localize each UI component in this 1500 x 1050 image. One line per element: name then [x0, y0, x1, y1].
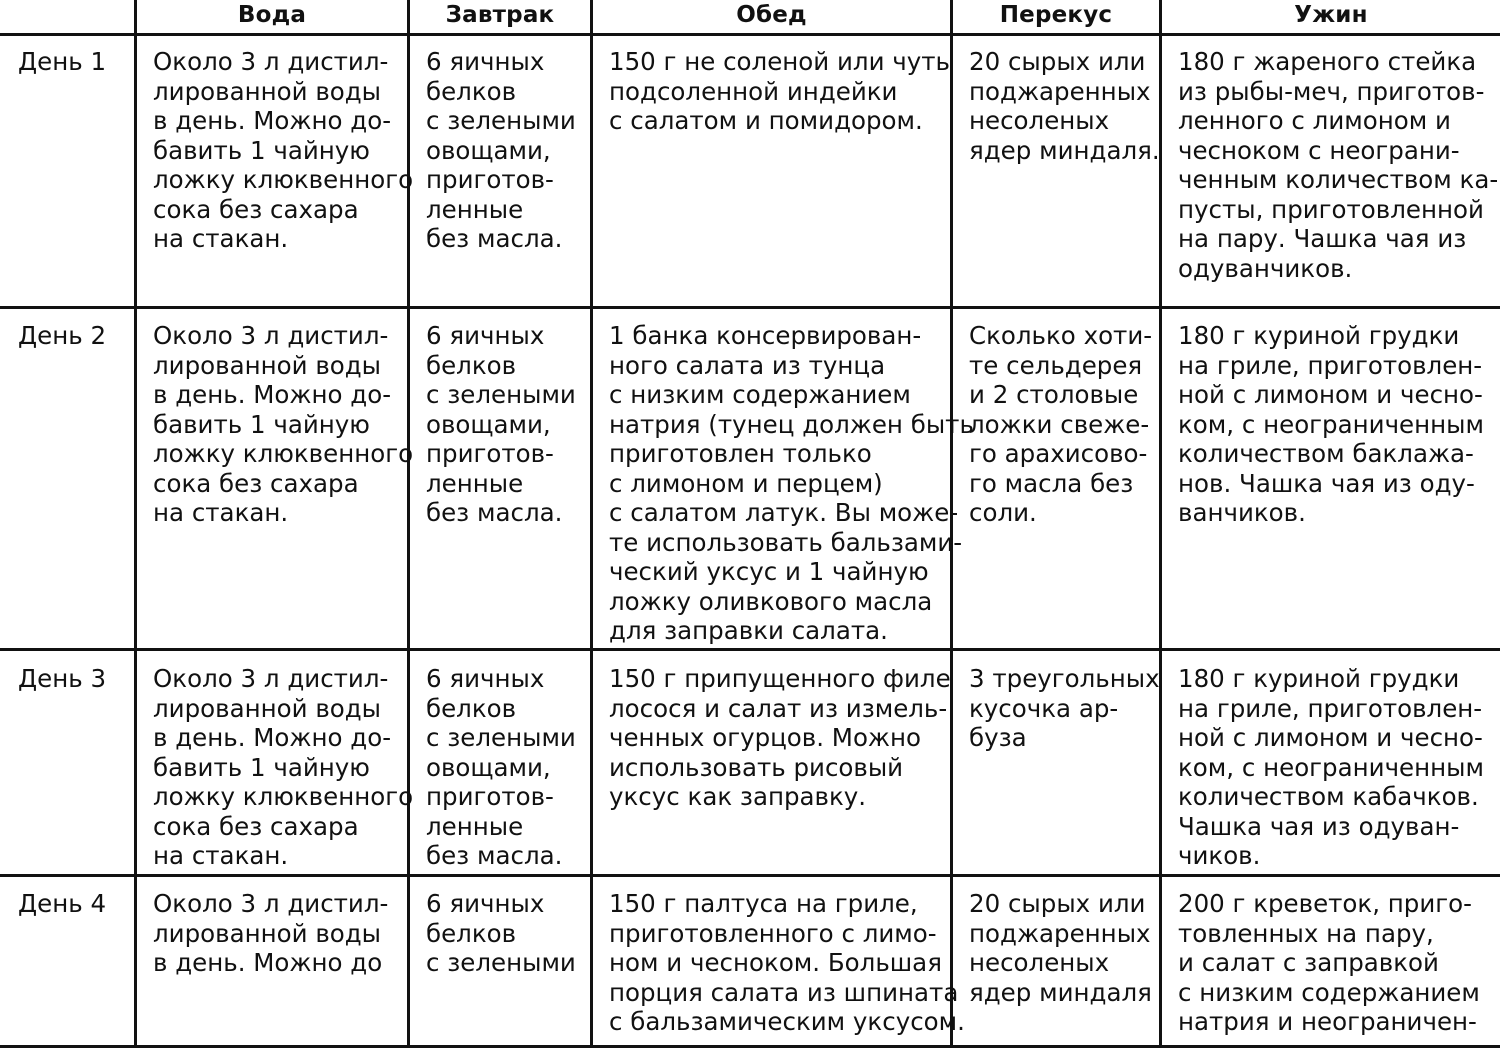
- dinner-cell: 180 г жареного стейка из рыбы-меч, приготов- ленного с лимоном и чесноком с неограни- ченным количеством ка- пусты, приготовленной на пару. Чашка чая из одуванчиков.: [1178, 47, 1499, 283]
- day-label: День 3: [18, 664, 107, 693]
- header-lunch: Обед: [736, 2, 807, 28]
- snack-cell: 3 треугольных кусочка ар- буза: [969, 664, 1160, 752]
- breakfast-cell: 6 яичных белков с зелеными овощами, приготов- ленные без масла.: [426, 321, 576, 527]
- dinner-cell: 180 г куриной грудки на гриле, приготовлен- ной с лимоном и чесно- ком, с неограниченным количеством баклажа- нов. Чашка чая из оду- ванчиков.: [1178, 321, 1484, 527]
- water-cell: Около 3 л дистил- лированной воды в день. Можно до- бавить 1 чайную ложку клюквенного сока без сахара на стакан.: [153, 47, 414, 253]
- table-rule-row-2: [0, 648, 1500, 651]
- snack-cell: 20 сырых или поджаренных несоленых ядер миндаля.: [969, 47, 1160, 165]
- column-divider: [134, 0, 137, 1048]
- table-rule-row-1: [0, 306, 1500, 309]
- water-cell: Около 3 л дистил- лированной воды в день. Можно до- бавить 1 чайную ложку клюквенного сока без сахара на стакан.: [153, 321, 414, 527]
- snack-cell: Сколько хоти- те сельдерея и 2 столовые ложки свеже- го арахисово- го масла без соли.: [969, 321, 1153, 527]
- header-dinner: Ужин: [1294, 2, 1368, 28]
- lunch-cell: 150 г припущенного филе лосося и салат из измель- ченных огурцов. Можно использовать рисовый уксус как заправку.: [609, 664, 951, 811]
- header-snack: Перекус: [999, 2, 1113, 28]
- breakfast-cell: 6 яичных белков с зелеными овощами, приготов- ленные без масла.: [426, 664, 576, 870]
- day-label: День 4: [18, 889, 107, 918]
- breakfast-cell: 6 яичных белков с зелеными: [426, 889, 576, 977]
- breakfast-cell: 6 яичных белков с зелеными овощами, приготов- ленные без масла.: [426, 47, 576, 253]
- header-breakfast: Завтрак: [445, 2, 555, 28]
- lunch-cell: 1 банка консервирован- ного салата из тунца с низким содержанием натрия (тунец должен быть приготовлен только с лимоном и перцем) с салатом латук. Вы може- те использовать бальзами- ческий уксус и 1 чайную ложку оливкового масла для заправки салата.: [609, 321, 974, 645]
- table-rule-row-3: [0, 874, 1500, 877]
- table-rule-header: [0, 33, 1500, 36]
- lunch-cell: 150 г палтуса на гриле, приготовленного с лимо- ном и чесноком. Большая порция салата из шпината с бальзамическим уксусом.: [609, 889, 965, 1036]
- water-cell: Около 3 л дистил- лированной воды в день. Можно до- бавить 1 чайную ложку клюквенного сока без сахара на стакан.: [153, 664, 414, 870]
- water-cell: Около 3 л дистил- лированной воды в день. Можно до: [153, 889, 389, 977]
- day-label: День 1: [18, 47, 107, 76]
- header-water: Вода: [237, 2, 307, 28]
- dinner-cell: 180 г куриной грудки на гриле, приготовлен- ной с лимоном и чесно- ком, с неограниченным количеством кабачков. Чашка чая из одуван- чиков.: [1178, 664, 1484, 870]
- column-divider: [590, 0, 593, 1048]
- snack-cell: 20 сырых или поджаренных несоленых ядер миндаля: [969, 889, 1152, 1007]
- dinner-cell: 200 г креветок, приго- товленных на пару, и салат с заправкой с низким содержанием натрия и неограничен-: [1178, 889, 1480, 1036]
- lunch-cell: 150 г не соленой или чуть подсоленной индейки с салатом и помидором.: [609, 47, 950, 135]
- day-label: День 2: [18, 321, 107, 350]
- table-rule-bottom: [0, 1045, 1500, 1048]
